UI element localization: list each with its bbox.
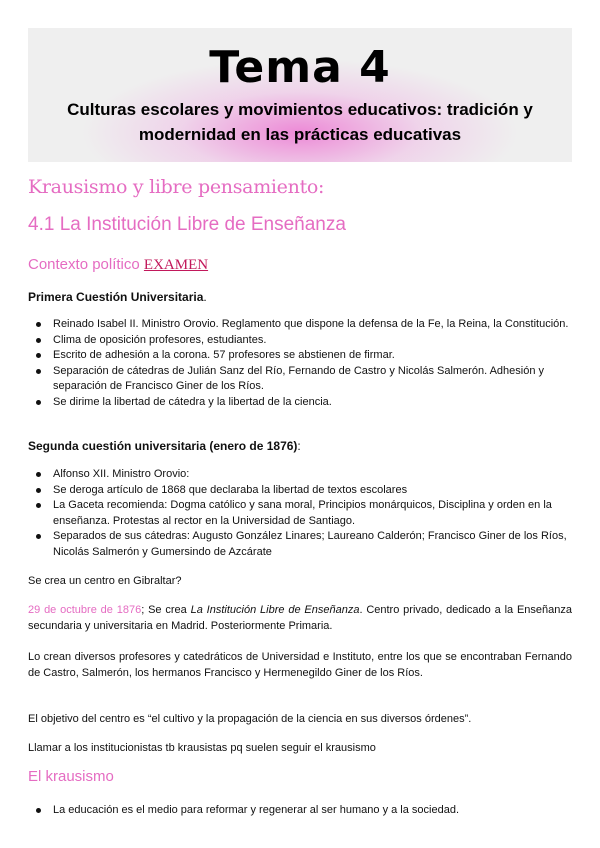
first-question-list (28, 317, 574, 411)
page-title: Tema 4 (209, 42, 391, 93)
second-question-title-end: : (297, 439, 301, 453)
list-item: Separación de cátedras de Julián Sanz del Río, Fernando de Castro y Nicolás Salmerón. Adhesión y separación de Francisco Giner de los Ríos. (28, 364, 574, 395)
page-subtitle: Culturas escolares y movimientos educativos: tradición y modernidad en las prácticas educativas (67, 100, 533, 144)
founders-paragraph: Lo crean diversos profesores y catedráticos de Universidad e Instituto, entre los que se encontraban Fernando de Castro, Salmerón, los hermanos Francisco y Hermenegildo Giner de los Ríos. (28, 651, 572, 679)
title-banner (28, 28, 572, 162)
founding-name: La Institución Libre de Enseñanza (190, 604, 360, 616)
exam-tag: EXAMEN (143, 257, 209, 273)
second-question-list (28, 467, 574, 561)
founding-post: . Centro privado, dedicado a la Enseñanza secundaria y universitaria en Madrid. Posteriormente Primaria. (28, 604, 573, 632)
list-item: Separados de sus cátedras: Augusto González Linares; Laureano Calderón; Francisco Giner de los Ríos, Nicolás Salmerón y Gumersindo de Azcárate (28, 529, 574, 560)
list-item: Se deroga artículo de 1868 que declaraba la libertad de textos escolares (28, 483, 574, 499)
list-item: Reinado Isabel II. Ministro Orovio. Reglamento que dispone la defensa de la Fe, la Reina, la Constitución. (28, 317, 574, 333)
founding-date: 29 de octubre de 1876 (28, 604, 142, 616)
list-item: Alfonso XII. Ministro Orovio: (28, 467, 574, 483)
list-item: La Gaceta recomienda: Dogma católico y sana moral, Principios monárquicos, Disciplina y orden en la enseñanza. Protestas al rector en la Universidad de Santiago. (28, 498, 574, 529)
section-heading: 4.1 La Institución Libre de Enseñanza (28, 214, 346, 235)
list-item: La educación es el medio para reformar y regenerar al ser humano y a la sociedad. (28, 803, 574, 819)
gibraltar-paragraph: Se crea un centro en Gibraltar? (28, 575, 182, 587)
krausismo-list (28, 803, 574, 819)
first-question-title-end: . (203, 290, 207, 304)
context-label: Contexto político (28, 256, 144, 273)
second-question-title (28, 439, 301, 453)
krausists-paragraph: Llamar a los institucionistas tb krausistas pq suelen seguir el krausismo (28, 742, 376, 754)
list-item: Escrito de adhesión a la corona. 57 profesores se abstienen de firmar. (28, 348, 574, 364)
second-question-title-text: Segunda cuestión universitaria (enero de 1876) (28, 439, 298, 453)
context-heading (28, 256, 208, 274)
heading-krausismo-libre-pensamiento: Krausismo y libre pensamiento: (28, 176, 325, 198)
founding-pre: ; Se crea (141, 604, 191, 616)
objective-paragraph: El objetivo del centro es “el cultivo y la propagación de la ciencia en sus diversos órdenes”. (28, 713, 472, 725)
krausismo-heading: El krausismo (28, 768, 114, 785)
first-question-title (28, 290, 207, 304)
list-item: Se dirime la libertad de cátedra y la libertad de la ciencia. (28, 395, 574, 411)
founding-paragraph (28, 602, 572, 634)
first-question-title-text: Primera Cuestión Universitaria (28, 290, 204, 304)
list-item: Clima de oposición profesores, estudiantes. (28, 333, 574, 349)
